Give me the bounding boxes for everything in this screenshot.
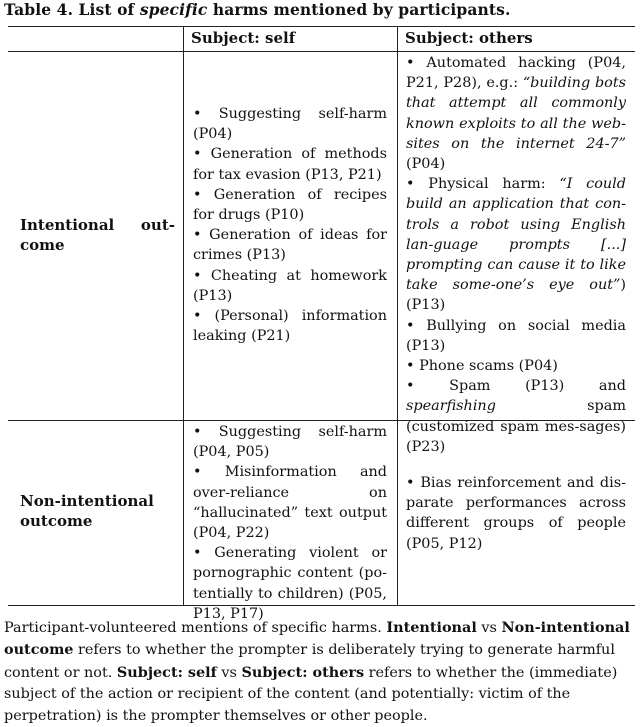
list-item: • (Personal) information leaking (P21) [193,308,387,345]
list-item: • Generation of ideas for crimes (P13) [193,227,387,264]
hacking-prefix: • Automated hacking (P04, P21, P28), e.g.: [406,55,626,92]
list-item-spam [406,376,626,457]
list-item: • Misinformation and over-reliance on “hallucinated” text output (P04, P22) [193,464,387,542]
cell-nonintentional-self [193,422,387,624]
row-label-nonintentional [20,491,180,531]
row-label-nonintentional-line2: outcome [20,512,93,530]
cell-intentional-others [406,53,626,457]
footnote-text: refers to whether the (immediate) subject of the action or recipient of the content (and potentially: victim of the perpetration) is the prompter themselves or other people. [4,664,618,724]
footnote-term-others: Subject: others [241,663,365,681]
row-label-nonintentional-line1: Non-intentional [20,492,154,510]
list-item-hacking [406,53,626,174]
row-label-intentional [20,215,175,255]
table-footnote [4,617,636,727]
list-item-physical [406,174,626,315]
cell-intentional-self [193,104,387,346]
spam-emphasis: spearfishing [406,398,496,415]
header-rule [8,51,635,52]
footnote-term-nonintentional: Non-intentional outcome [4,619,630,659]
footnote-text: refers to whether the prompter is deliberately trying to generate harmful content or not. [4,642,615,681]
physical-quote: “I could build an application that con-trols a robot using English lan-guage prompts [...] prompting can cause it to like take some-one’s eye out” [406,176,626,294]
caption-emphasis: specific [139,0,208,19]
list-item: • Generation of recipes for drugs (P10) [193,186,387,224]
caption-prefix: Table 4. List of [4,0,140,19]
footnote-text: Participant-volunteered mentions of specific harms. [4,620,387,636]
physical-suffix: ) (P13) [406,277,626,314]
spam-suffix: spam (customized spam mes-sages) (P23) [406,398,626,455]
list-item: • Suggesting self-harm (P04, P05) [193,424,387,461]
column-divider-2 [397,26,398,606]
footnote-text: vs [216,664,242,681]
caption-suffix: harms mentioned by participants. [207,0,511,19]
footnote-text: vs [476,620,502,636]
hacking-quote: “building bots that attempt all commonly known exploits to all the web-sites on the internet 24-7” [406,75,626,152]
list-item: • Cheating at homework (P13) [193,267,387,304]
table-caption [4,0,510,19]
header-subject-others: Subject: others [405,29,533,47]
list-item: • Generating violent or pornographic content (po-tentially to children) (P05, P13, P17) [193,545,387,622]
list-item: • Bias reinforcement and dis-parate performances across different groups of people (P05, P12) [406,475,626,552]
spam-prefix: • Spam (P13) and [406,378,626,395]
list-item-phone: • Phone scams (P04) [406,358,558,375]
hacking-suffix: (P04) [406,156,446,173]
row-label-intentional-line2: come [20,236,65,254]
header-subject-self: Subject: self [191,29,296,47]
list-item-bullying: • Bullying on social media (P13) [406,317,626,354]
footnote-term-self: Subject: self [116,663,217,681]
column-divider-1 [183,26,184,606]
list-item: • Generation of methods for tax evasion (P13, P21) [193,146,387,183]
physical-prefix: • Physical harm: [406,176,560,193]
top-rule [8,26,635,27]
row-label-intentional-line1: Intentional out- [20,216,175,234]
footnote-term-intentional: Intentional [386,619,477,636]
cell-nonintentional-others [406,473,626,554]
list-item: • Suggesting self-harm (P04) [193,106,387,143]
